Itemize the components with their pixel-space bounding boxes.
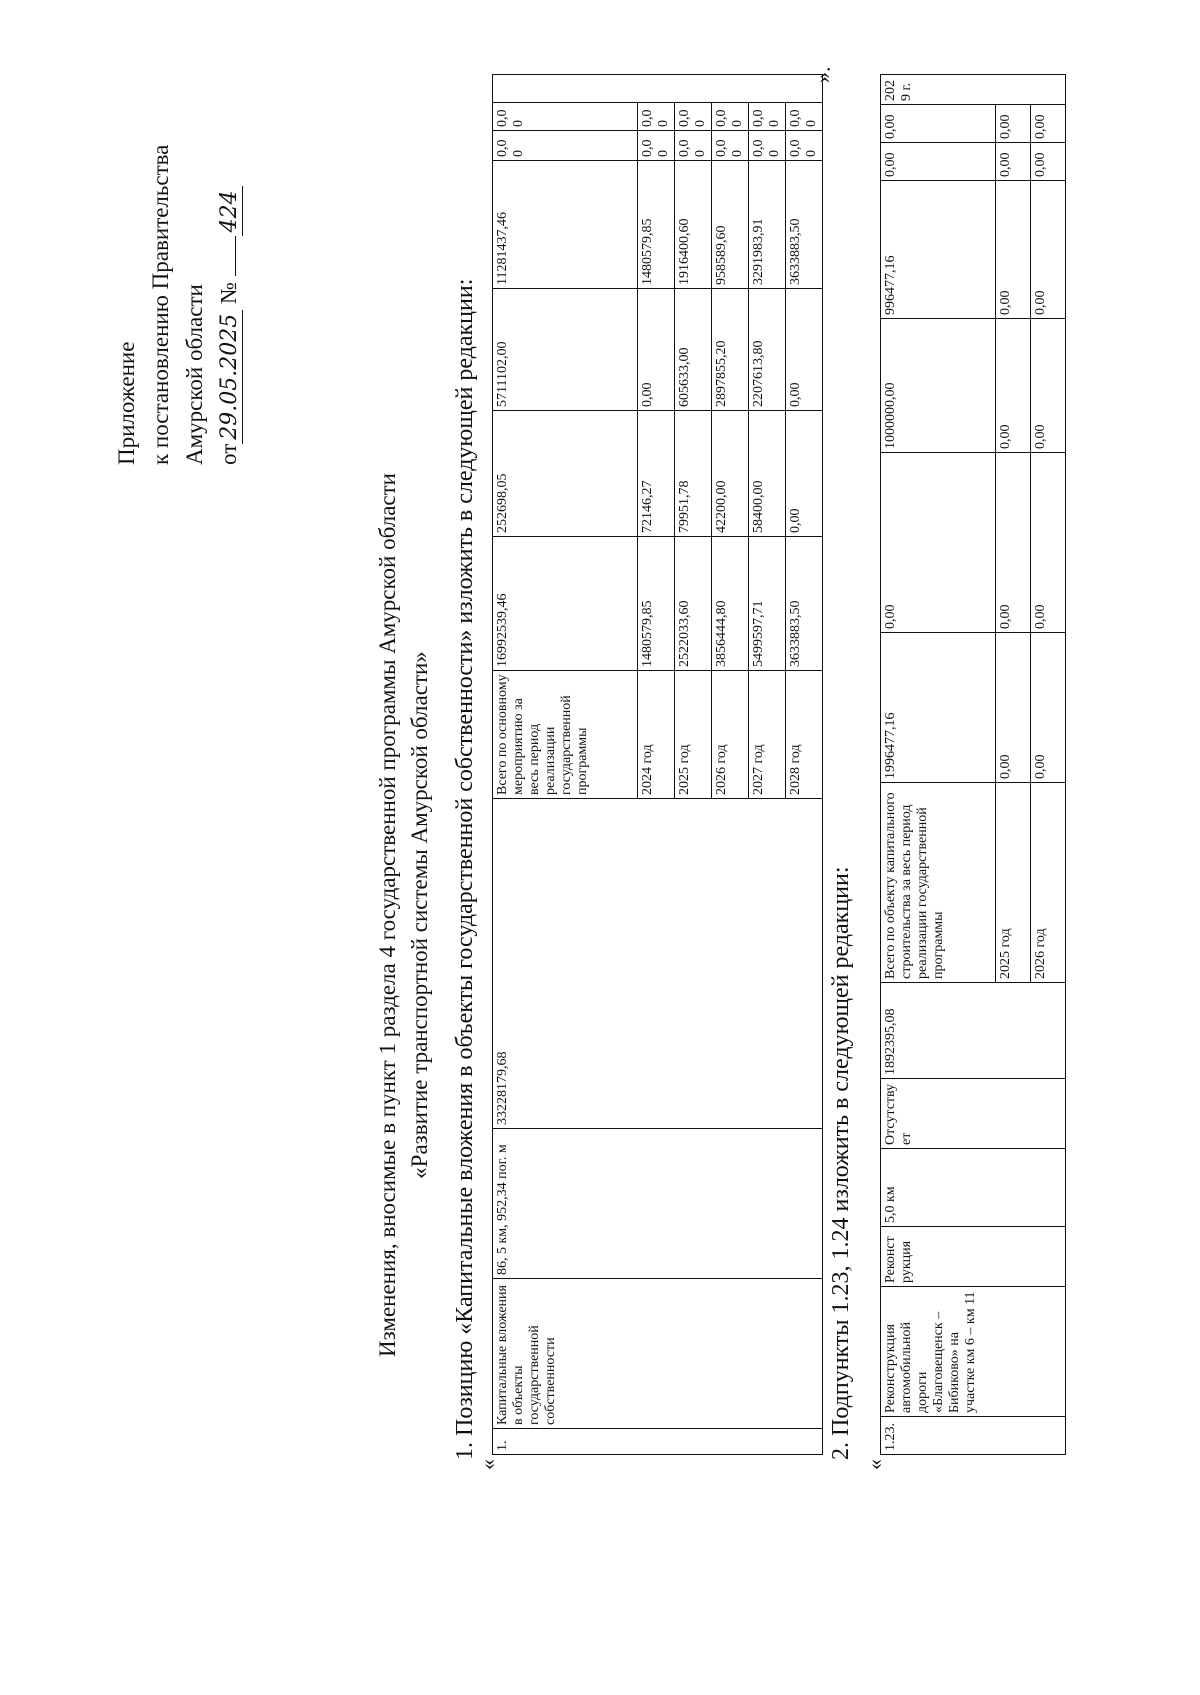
year-value: 0,00 [1031, 181, 1066, 319]
row-number: 1.23. [881, 1417, 1066, 1455]
appendix-block [110, 145, 247, 465]
year-value: 1916400,60 [675, 161, 712, 289]
heading-line2: «Развитие транспортной системы Амурской области» [407, 651, 432, 1179]
year-label: 2025 год [996, 783, 1031, 983]
total-value: 0,00 [493, 103, 638, 131]
year-value: 0,00 [638, 131, 675, 161]
appendix-line2: к постановлению Правительства [148, 144, 173, 465]
year-value: 5499597,71 [749, 537, 786, 671]
year-value: 605633,00 [675, 289, 712, 411]
year-value: 3633883,50 [786, 537, 823, 671]
number-underline [235, 236, 236, 276]
section1-open-quote: « [475, 1459, 500, 1470]
section1-title: 1. Позицию «Капитальные вложения в объекты государственной собственности» изложить в следующей редакции: [452, 278, 478, 1460]
year-value: 0,00 [786, 103, 823, 131]
year-value: 0,00 [1031, 633, 1066, 783]
year-value: 0,00 [1031, 143, 1066, 181]
total-value: 0,00 [493, 131, 638, 161]
total-value: 5711102,00 [493, 289, 638, 411]
appendix-title: Приложение [114, 341, 139, 465]
total-value: 11281437,46 [493, 161, 638, 289]
appendix-line3: Амурской области [182, 284, 207, 465]
row-cost: 33228179,68 [493, 799, 823, 1129]
year-value: 0,00 [638, 289, 675, 411]
total-value: 0,00 [881, 143, 996, 181]
table-subitems [880, 74, 1066, 1455]
row-number: 1. [493, 1429, 823, 1455]
year-value: 2522033,60 [675, 537, 712, 671]
year-value: 0,00 [996, 143, 1031, 181]
year-value: 0,00 [996, 319, 1031, 453]
year-value: 3633883,50 [786, 161, 823, 289]
row-capacity: 86, 5 км, 952,34 пог. м [493, 1129, 823, 1279]
total-value: 1000000,00 [881, 319, 996, 453]
year-value: 0,00 [712, 131, 749, 161]
year-value: 0,00 [996, 181, 1031, 319]
year-value: 0,00 [1031, 105, 1066, 143]
year-value: 2897855,20 [712, 289, 749, 411]
section2-open-quote: « [862, 1459, 887, 1470]
row-name: Капитальные вложения в объекты государственной собственности [493, 1279, 823, 1429]
total-label: Всего по объекту капитального строительства за весь период реализации государственной программы [881, 783, 996, 983]
year-value: 958589,60 [712, 161, 749, 289]
total-label: Всего по основному мероприятию за весь период реализации государственной программы [493, 671, 638, 799]
year-label: 2025 год [675, 671, 712, 799]
year-value: 42200,00 [712, 411, 749, 537]
year-value: 58400,00 [749, 411, 786, 537]
year-value: 3856444,80 [712, 537, 749, 671]
year-value: 0,00 [786, 411, 823, 537]
total-value: 996477,16 [881, 181, 996, 319]
year-label: 2024 год [638, 671, 675, 799]
year-label: 2028 год [786, 671, 823, 799]
date-value: 29.05.2025 [217, 310, 243, 444]
total-value: 16992539,46 [493, 537, 638, 671]
year-value: 0,00 [786, 131, 823, 161]
section2-title: 2. Подпункты 1.23, 1.24 изложить в следующей редакции: [828, 866, 854, 1460]
page-heading [372, 135, 436, 1695]
heading-line1: Изменения, вносимые в пункт 1 раздела 4 государственной программы Амурской области [375, 473, 400, 1357]
year-label: 2026 год [1031, 783, 1066, 983]
year-value: 3291983,91 [749, 161, 786, 289]
total-value: 1996477,16 [881, 633, 996, 783]
year-value: 0,00 [675, 103, 712, 131]
year-value: 0,00 [996, 633, 1031, 783]
total-value: 0,00 [881, 105, 996, 143]
year-value: 1480579,85 [638, 161, 675, 289]
year-value: 2207613,80 [749, 289, 786, 411]
table-row [493, 75, 638, 1455]
year-value: 0,00 [996, 105, 1031, 143]
year-value: 0,00 [675, 131, 712, 161]
year-value: 0,00 [712, 103, 749, 131]
table-row [881, 75, 996, 1455]
completion-year: 2029 г. [881, 75, 1066, 105]
year-value: 0,00 [996, 453, 1031, 633]
year-value: 0,00 [786, 289, 823, 411]
table-capital-investments [492, 74, 823, 1455]
row-capacity: 5,0 км [881, 1149, 1066, 1227]
year-value: 0,00 [638, 103, 675, 131]
row-cost: 1892395,08 [881, 983, 1066, 1079]
year-value: 0,00 [749, 131, 786, 161]
year-value: 72146,27 [638, 411, 675, 537]
row-type: Реконструкция [881, 1227, 1066, 1287]
year-value: 0,00 [1031, 319, 1066, 453]
empty-cell [493, 75, 823, 103]
year-value: 0,00 [1031, 453, 1066, 633]
row-status: Отсутствует [881, 1079, 1066, 1149]
row-name: Реконструкция автомобильной дороги «Благовещенск – Бибиково» на участке км 6 – км 11 [881, 1287, 1066, 1417]
year-value: 79951,78 [675, 411, 712, 537]
total-value: 252698,05 [493, 411, 638, 537]
number-value: 424 [217, 186, 243, 236]
date-prefix: от [216, 443, 241, 465]
total-value: 0,00 [881, 453, 996, 633]
year-value: 0,00 [749, 103, 786, 131]
year-value: 1480579,85 [638, 537, 675, 671]
year-label: 2027 год [749, 671, 786, 799]
appendix-date-line [212, 145, 247, 465]
section1-close-quote: ». [810, 66, 835, 83]
number-label: № [216, 282, 241, 305]
year-label: 2026 год [712, 671, 749, 799]
